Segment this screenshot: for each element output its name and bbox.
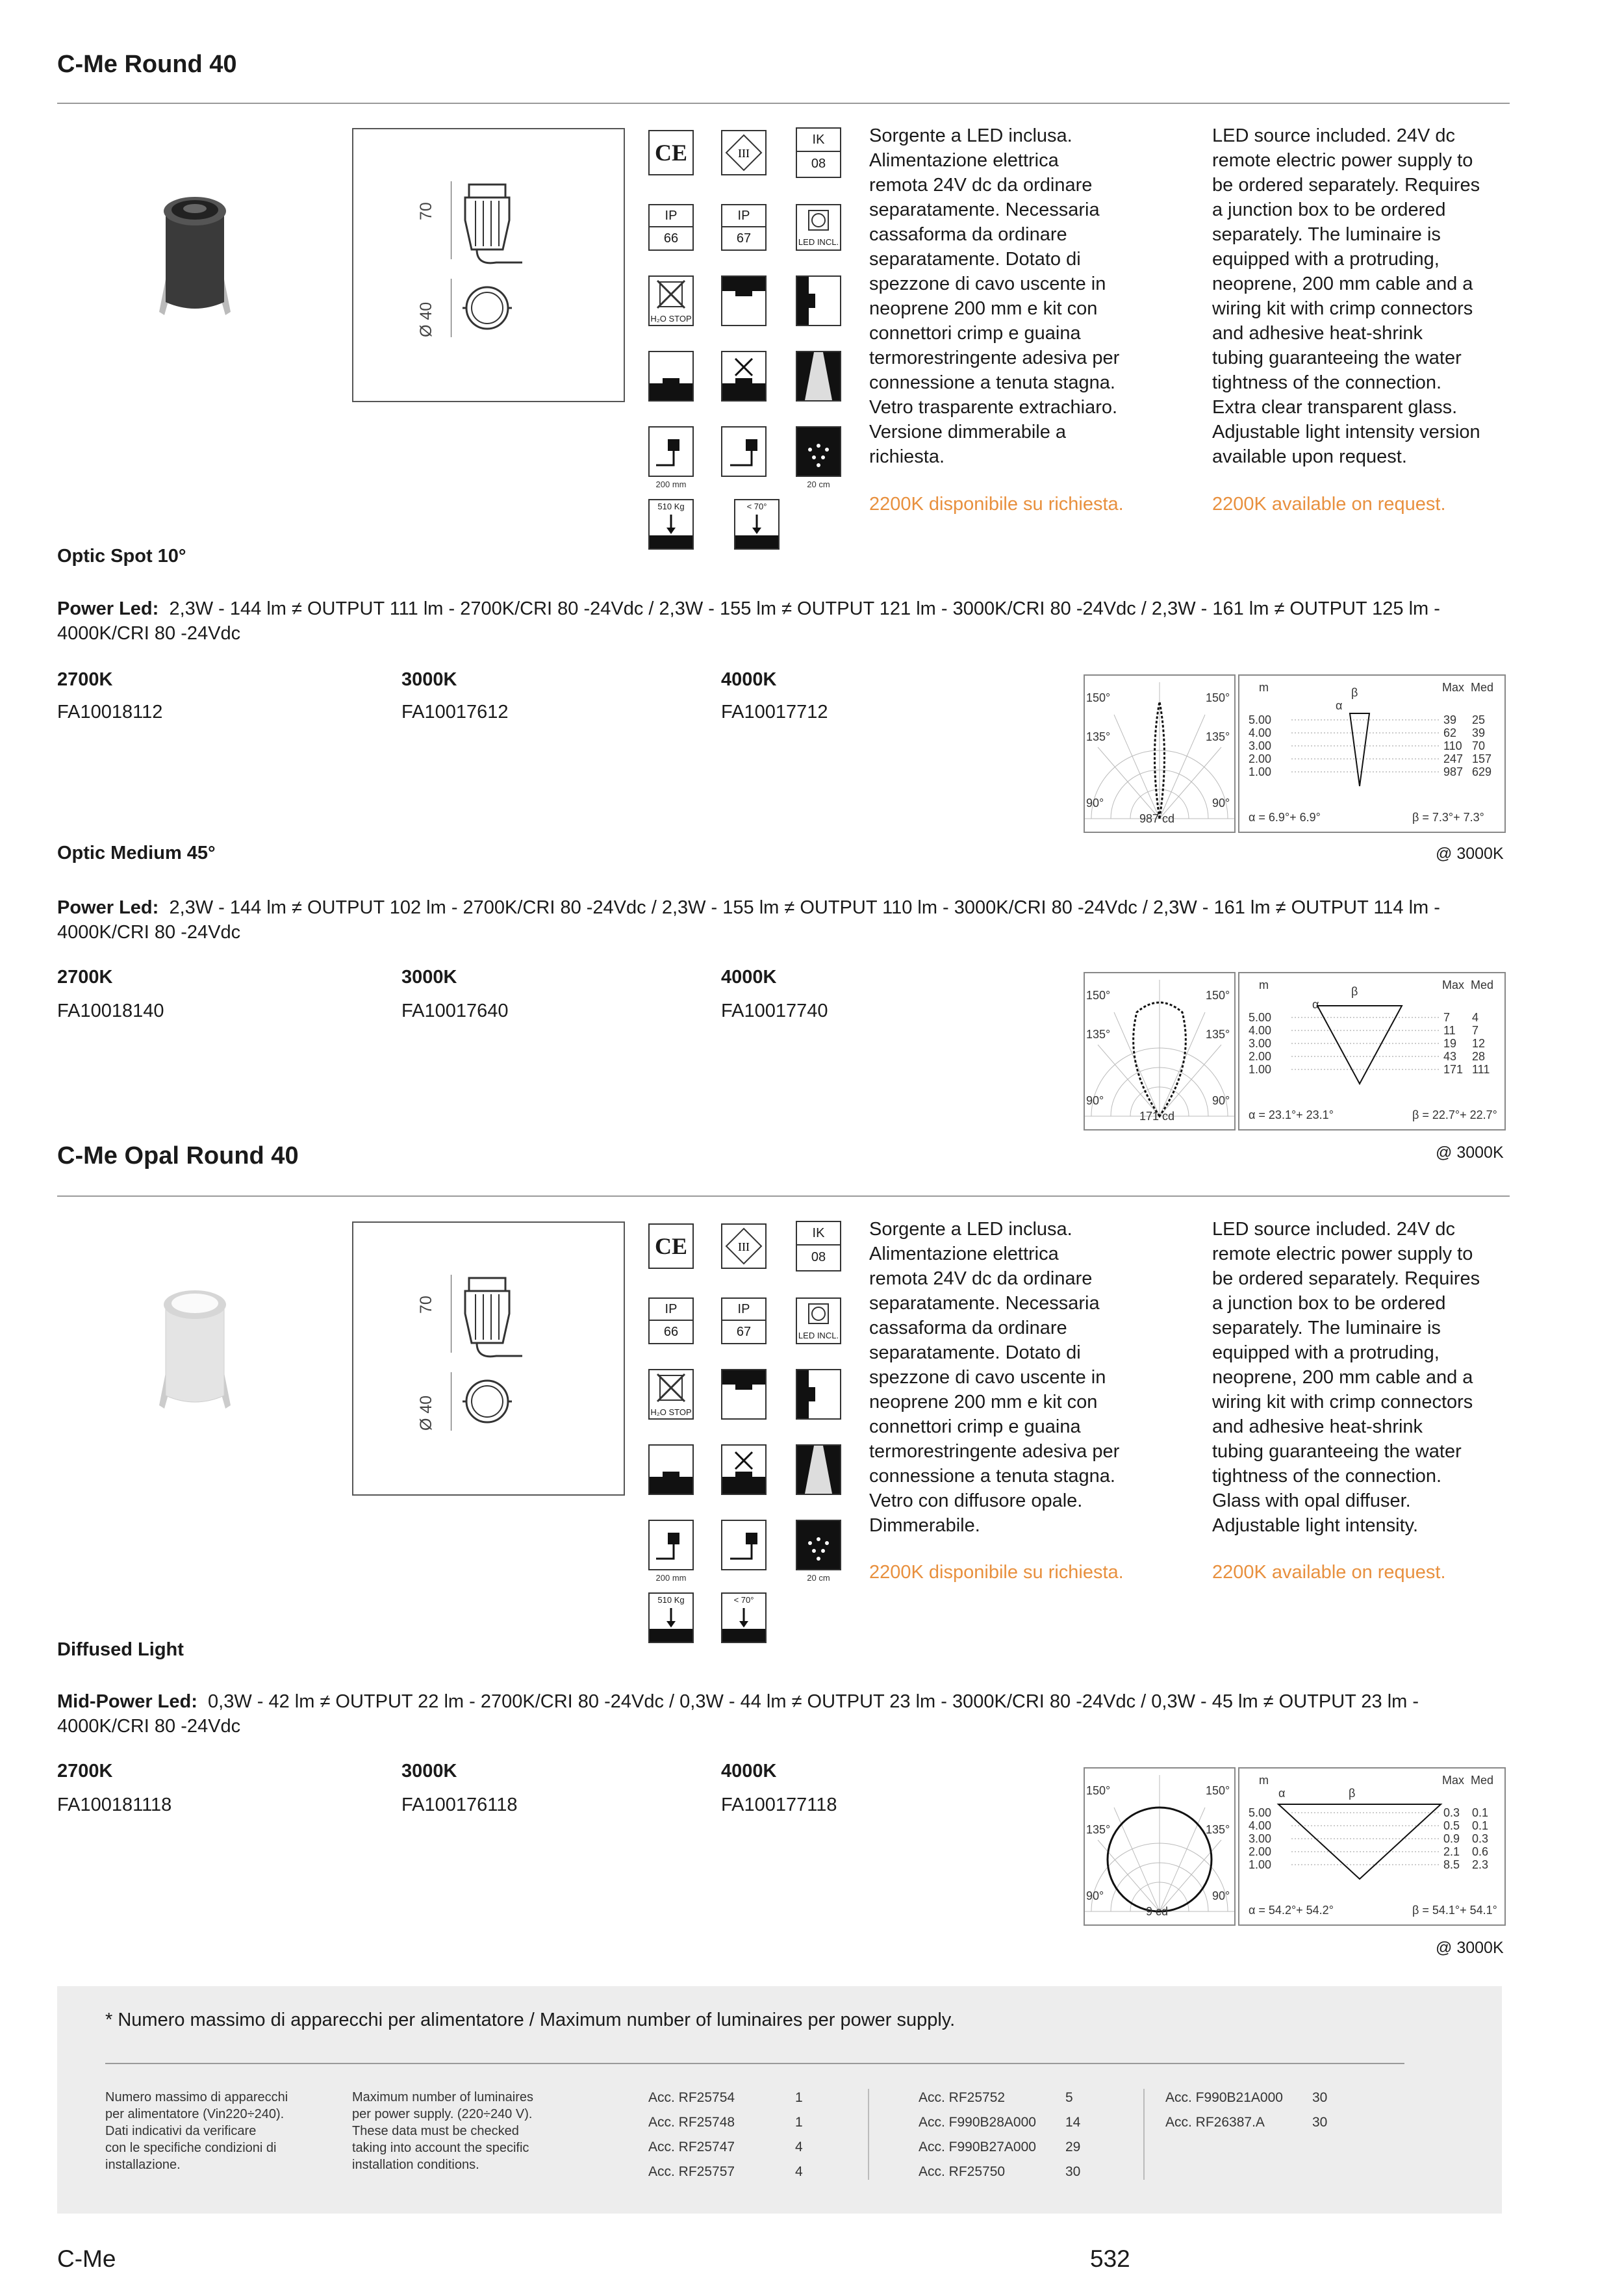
optic-spot-label: Optic Spot 10°: [57, 546, 186, 567]
h2o-stop-icon: H₂O STOP: [648, 1369, 694, 1420]
distance-m: 3.00: [1249, 1832, 1272, 1845]
header-2700: 2700K: [57, 1761, 113, 1782]
lux-max: 0.3: [1443, 1806, 1460, 1819]
svg-text:III: III: [738, 1240, 750, 1253]
accessory-max-count: 30: [1312, 2115, 1328, 2130]
angle-90-left: 90°: [1086, 1889, 1104, 1902]
m-header: m: [1259, 681, 1269, 694]
lux-med: 157: [1472, 752, 1492, 765]
light-beam-icon: [796, 1444, 841, 1495]
accessory-code: Acc. RF25754: [648, 2090, 735, 2105]
illuminance-table-medium: [1238, 972, 1506, 1131]
lux-max: 987: [1443, 765, 1464, 778]
code-3000: FA10017612: [401, 702, 509, 722]
lux-max: 7: [1443, 1011, 1451, 1024]
h2o-stop-icon: H₂O STOP: [648, 275, 694, 326]
angle-135-right: 135°: [1206, 1028, 1230, 1041]
beta-symbol: β: [1351, 686, 1358, 699]
distance-m: 5.00: [1249, 1011, 1272, 1024]
ce-mark-icon: CE: [648, 1223, 694, 1269]
temperature-icon: < 70°: [734, 499, 780, 550]
code-2700: FA100181118: [57, 1795, 172, 1815]
lux-med: 28: [1472, 1050, 1486, 1063]
power-text: 0,3W - 42 lm ≠ OUTPUT 22 lm - 2700K/CRI 80 -24Vdc / 0,3W - 44 lm ≠ OUTPUT 23 lm - 3000K/CRI 80 -24Vdc / 0,3W - 45 lm ≠ OUTPUT 23 lm - 4000K/CRI 80 -24Vdc: [57, 1691, 1419, 1737]
polar-diagram-medium: [1084, 972, 1236, 1131]
candela-value: 987 cd: [1139, 812, 1175, 825]
header-2700: 2700K: [57, 669, 113, 690]
optic-spot-power: [57, 596, 1506, 646]
accessory-max-count: 1: [795, 2115, 803, 2130]
code-4000: FA10017712: [721, 702, 828, 722]
accessory-max-count: 4: [795, 2164, 803, 2179]
load-icon: 510 Kg: [648, 499, 694, 550]
angle-150-left: 150°: [1086, 989, 1111, 1002]
code-2700: FA10018140: [57, 1001, 164, 1021]
temperature-icon: < 70°: [721, 1592, 767, 1643]
polar-diagram-diffused: [1084, 1767, 1236, 1926]
lux-max: 110: [1443, 739, 1462, 752]
accessory-max-count: 14: [1065, 2115, 1081, 2130]
distance-icon: [796, 1520, 841, 1570]
accessory-code: Acc. RF25757: [648, 2164, 735, 2179]
distance-m: 2.00: [1249, 1845, 1272, 1858]
lux-max: 43: [1443, 1050, 1457, 1063]
illuminance-table-spot: [1238, 674, 1506, 833]
power-text: 2,3W - 144 lm ≠ OUTPUT 102 lm - 2700K/CRI 80 -24Vdc / 2,3W - 155 lm ≠ OUTPUT 110 lm - 3000K/CRI 80 -24Vdc / 2,3W - 161 lm ≠ OUTPUT 114 lm - 4000K/CRI 80 -24Vdc: [57, 897, 1440, 943]
header-4000: 4000K: [721, 967, 777, 988]
tech-drawing-1: [352, 128, 625, 402]
distance-m: 2.00: [1249, 1050, 1272, 1063]
installation-icon-3: [648, 1444, 694, 1495]
divider: [57, 1195, 1510, 1197]
angle-135-left: 135°: [1086, 730, 1111, 743]
footer-col-separator: [1143, 2089, 1145, 2180]
dim-diameter: Ø 40: [417, 301, 435, 337]
optic-medium-power: [57, 895, 1506, 945]
distance-m: 4.00: [1249, 726, 1272, 739]
diffused-power: [57, 1689, 1506, 1739]
lux-max: 0.9: [1443, 1832, 1460, 1845]
power-label: Mid-Power Led:: [57, 1691, 197, 1712]
beta-value: β = 54.1°+ 54.1°: [1412, 1904, 1497, 1917]
lux-med: 12: [1472, 1037, 1486, 1050]
code-2700: FA10018112: [57, 702, 163, 722]
m-header: m: [1259, 978, 1269, 991]
lux-med: 2.3: [1472, 1858, 1489, 1871]
description-en: LED source included. 24V dc remote electric power supply to be ordered separately. Requires a junction box to be ordered separately. The luminaire is equipped with a protruding, neoprene, 200 mm cable and a wiring kit with crimp connectors and adhesive heat-shrink tubing guaranteeing the water tightness of the connection. Glass with opal diffuser. Adjustable light intensity.: [1212, 1219, 1480, 1536]
lux-med: 0.3: [1472, 1832, 1489, 1845]
installation-icon-2: [796, 275, 841, 326]
description-it: Sorgente a LED inclusa. Alimentazione elettrica remota 24V dc da ordinare separatamente. Necessaria cassaforma da ordinare separatamente. Dotato di spezzone di cavo uscente in neoprene 200 mm e kit con connettori crimp e guaina termorestringente adesiva per connessione a tenuta stagna. Vetro trasparente extrachiaro. Versione dimmerabile a richiesta.: [869, 125, 1120, 467]
angle-135-left: 135°: [1086, 1823, 1111, 1836]
distance-m: 2.00: [1249, 752, 1272, 765]
class-iii-icon: [721, 1223, 767, 1269]
lux-med: 0.1: [1472, 1806, 1489, 1819]
accessory-code: Acc. F990B27A000: [919, 2140, 1036, 2154]
note-it: 2200K disponibile su richiesta.: [869, 494, 1124, 515]
angle-90-left: 90°: [1086, 1094, 1104, 1107]
distance-label: 20 cm: [807, 1573, 830, 1583]
distance-m: 3.00: [1249, 1037, 1272, 1050]
led-included-icon: LED INCL.: [796, 204, 841, 251]
lux-med: 111: [1472, 1063, 1490, 1076]
accessory-code: Acc. RF25747: [648, 2140, 735, 2154]
dim-height: 70: [417, 202, 435, 220]
accessory-code: Acc. RF26387.A: [1165, 2115, 1265, 2130]
angle-90-right: 90°: [1212, 797, 1230, 810]
lux-max: 62: [1443, 726, 1457, 739]
header-4000: 4000K: [721, 1761, 777, 1782]
dim-height: 70: [417, 1296, 435, 1314]
distance-label: 20 cm: [807, 479, 830, 489]
angle-135-left: 135°: [1086, 1028, 1111, 1041]
installation-icon-1: [721, 275, 767, 326]
accessory-max-count: 4: [795, 2140, 803, 2154]
accessory-code: Acc. F990B28A000: [919, 2115, 1036, 2130]
divider: [57, 103, 1510, 104]
cable-length-icon: [648, 426, 694, 477]
distance-m: 4.00: [1249, 1024, 1272, 1037]
accessory-code: Acc. F990B21A000: [1165, 2090, 1283, 2105]
alpha-value: α = 23.1°+ 23.1°: [1249, 1108, 1334, 1121]
alpha-symbol: α: [1312, 998, 1319, 1011]
alpha-symbol: α: [1278, 1787, 1286, 1800]
candela-value: 171 cd: [1139, 1110, 1175, 1123]
angle-135-right: 135°: [1206, 1823, 1230, 1836]
lux-med: 0.6: [1472, 1845, 1489, 1858]
distance-m: 4.00: [1249, 1819, 1272, 1832]
cable-exit-icon: [721, 426, 767, 477]
lux-med: 4: [1472, 1011, 1479, 1024]
power-label: Power Led:: [57, 598, 159, 619]
beta-value: β = 22.7°+ 22.7°: [1412, 1108, 1497, 1121]
lux-med: 39: [1472, 726, 1486, 739]
header-2700: 2700K: [57, 967, 113, 988]
cable-length-label: 200 mm: [655, 1573, 687, 1583]
candela-value: 9 cd: [1146, 1905, 1169, 1918]
class-iii-icon: [721, 130, 767, 175]
code-3000: FA10017640: [401, 1001, 509, 1021]
page-family: C-Me: [57, 2245, 116, 2272]
lux-med: 70: [1472, 739, 1486, 752]
ip66-icon: IP 66: [648, 1297, 694, 1344]
lux-med: 25: [1472, 713, 1486, 726]
product1-title: C-Me Round 40: [57, 51, 237, 78]
note-it: 2200K disponibile su richiesta.: [869, 1562, 1124, 1583]
lux-med: 629: [1472, 765, 1492, 778]
opal-diffuser: [171, 1294, 218, 1313]
lens-highlight: [183, 204, 207, 213]
lux-max: 171: [1443, 1063, 1464, 1076]
angle-135-right: 135°: [1206, 730, 1230, 743]
lux-max: 247: [1443, 752, 1464, 765]
product2-photo: [153, 1279, 237, 1422]
angle-90-right: 90°: [1212, 1094, 1230, 1107]
accessory-max-count: 1: [795, 2090, 803, 2105]
distance-m: 1.00: [1249, 765, 1272, 778]
med-header: Med: [1471, 978, 1494, 991]
spot-at-3000k: @ 3000K: [1436, 845, 1504, 863]
load-icon: 510 Kg: [648, 1592, 694, 1643]
angle-150-right: 150°: [1206, 1784, 1230, 1797]
polar-diagram-spot: [1084, 674, 1236, 833]
lux-med: 0.1: [1472, 1819, 1489, 1832]
installation-icon-1: [721, 1369, 767, 1420]
footer-divider: [105, 2063, 1404, 2064]
beta-symbol: β: [1349, 1787, 1356, 1800]
lux-max: 8.5: [1443, 1858, 1460, 1871]
alpha-symbol: α: [1336, 699, 1343, 712]
angle-150-right: 150°: [1206, 691, 1230, 704]
accessory-code: Acc. RF25752: [919, 2090, 1006, 2105]
angle-150-left: 150°: [1086, 691, 1111, 704]
diffused-label: Diffused Light: [57, 1639, 184, 1660]
ik-rating-icon: IK 08: [796, 127, 841, 178]
description-it: Sorgente a LED inclusa. Alimentazione elettrica remota 24V dc da ordinare separatamente. Necessaria cassaforma da ordinare separatamente. Dotato di spezzone di cavo uscente in neoprene 200 mm e kit con connettori crimp e guaina termorestringente adesiva per connessione a tenuta stagna. Vetro con diffusore opale. Dimmerabile.: [869, 1219, 1120, 1536]
body: [166, 211, 224, 309]
lux-max: 11: [1443, 1024, 1456, 1037]
lux-max: 2.1: [1443, 1845, 1460, 1858]
optic-medium-label: Optic Medium 45°: [57, 843, 216, 863]
power-supply-panel: [57, 1986, 1502, 2214]
tech-drawing-2: [352, 1221, 625, 1496]
installation-icon-2: [796, 1369, 841, 1420]
no-installation-icon: [721, 351, 767, 402]
footer-headline: * Numero massimo di apparecchi per alimentatore / Maximum number of luminaires per power supply.: [105, 2010, 956, 2030]
beta-symbol: β: [1351, 985, 1358, 998]
max-header: Max: [1442, 1774, 1465, 1787]
page-number: 532: [1090, 2245, 1130, 2272]
distance-m: 5.00: [1249, 713, 1272, 726]
power-text: 2,3W - 144 lm ≠ OUTPUT 111 lm - 2700K/CRI 80 -24Vdc / 2,3W - 155 lm ≠ OUTPUT 121 lm - 3000K/CRI 80 -24Vdc / 2,3W - 161 lm ≠ OUTPUT 125 lm - 4000K/CRI 80 -24Vdc: [57, 598, 1440, 644]
accessory-max-count: 29: [1065, 2140, 1081, 2154]
diffused-at-3000k: @ 3000K: [1436, 1939, 1504, 1957]
alpha-value: α = 6.9°+ 6.9°: [1249, 811, 1321, 824]
code-3000: FA100176118: [401, 1795, 518, 1815]
accessory-max-count: 30: [1065, 2164, 1081, 2179]
distance-m: 1.00: [1249, 1063, 1272, 1076]
med-header: Med: [1471, 1774, 1494, 1787]
max-header: Max: [1442, 978, 1465, 991]
note-en: 2200K available on request.: [1212, 494, 1446, 515]
medium-at-3000k: @ 3000K: [1436, 1143, 1504, 1162]
header-4000: 4000K: [721, 669, 777, 690]
product2-title: C-Me Opal Round 40: [57, 1142, 299, 1169]
accessory-max-count: 30: [1312, 2090, 1328, 2105]
max-header: Max: [1442, 681, 1465, 694]
product1-photo: [153, 185, 237, 328]
header-3000: 3000K: [401, 669, 457, 690]
distance-m: 5.00: [1249, 1806, 1272, 1819]
header-3000: 3000K: [401, 967, 457, 988]
lux-med: 7: [1472, 1024, 1479, 1037]
svg-text:III: III: [738, 147, 750, 160]
drawing-lines: [451, 181, 568, 350]
angle-150-left: 150°: [1086, 1784, 1111, 1797]
accessory-max-count: 5: [1065, 2090, 1073, 2105]
accessory-code: Acc. RF25748: [648, 2115, 735, 2130]
lux-max: 19: [1443, 1037, 1457, 1050]
ip67-icon: IP 67: [721, 1297, 767, 1344]
installation-icon-3: [648, 351, 694, 402]
light-beam-icon: [796, 351, 841, 402]
alpha-value: α = 54.2°+ 54.2°: [1249, 1904, 1334, 1917]
dim-diameter: Ø 40: [417, 1395, 435, 1431]
m-header: m: [1259, 1774, 1269, 1787]
body: [166, 1305, 224, 1402]
footer-col-separator: [868, 2089, 869, 2180]
lux-max: 39: [1443, 713, 1457, 726]
note-en: 2200K available on request.: [1212, 1562, 1446, 1583]
code-4000: FA100177118: [721, 1795, 837, 1815]
no-installation-icon: [721, 1444, 767, 1495]
footer-note-it: Numero massimo di apparecchi per alimentatore (Vin220÷240). Dati indicativi da verificare con le specifiche condizioni di installazione.: [105, 2090, 288, 2172]
accessory-code: Acc. RF25750: [919, 2164, 1006, 2179]
distance-m: 3.00: [1249, 739, 1272, 752]
cable-exit-icon: [721, 1520, 767, 1570]
lux-max: 0.5: [1443, 1819, 1460, 1832]
code-4000: FA10017740: [721, 1001, 828, 1021]
drawing-lines: [451, 1275, 568, 1444]
med-header: Med: [1471, 681, 1494, 694]
illuminance-table-diffused: [1238, 1767, 1506, 1926]
angle-90-left: 90°: [1086, 797, 1104, 810]
ip66-icon: IP 66: [648, 204, 694, 251]
angle-150-right: 150°: [1206, 989, 1230, 1002]
distance-icon: [796, 426, 841, 477]
distance-m: 1.00: [1249, 1858, 1272, 1871]
power-label: Power Led:: [57, 897, 159, 918]
cable-length-label: 200 mm: [655, 479, 687, 489]
description-en: LED source included. 24V dc remote electric power supply to be ordered separately. Requires a junction box to be ordered separately. The luminaire is equipped with a protruding, neoprene, 200 mm cable and a wiring kit with crimp connectors and adhesive heat-shrink tubing guaranteeing the water tightness of the connection. Extra clear transparent glass. Adjustable light intensity version available upon request.: [1212, 125, 1480, 467]
led-included-icon: LED INCL.: [796, 1297, 841, 1344]
beta-value: β = 7.3°+ 7.3°: [1412, 811, 1484, 824]
footer-note-en: Maximum number of luminaires per power supply. (220÷240 V). These data must be checked taking into account the specific installation conditions.: [352, 2090, 533, 2172]
cable-length-icon: [648, 1520, 694, 1570]
ip67-icon: IP 67: [721, 204, 767, 251]
header-3000: 3000K: [401, 1761, 457, 1782]
ce-mark-icon: CE: [648, 130, 694, 175]
ik-rating-icon: IK 08: [796, 1221, 841, 1271]
angle-90-right: 90°: [1212, 1889, 1230, 1902]
